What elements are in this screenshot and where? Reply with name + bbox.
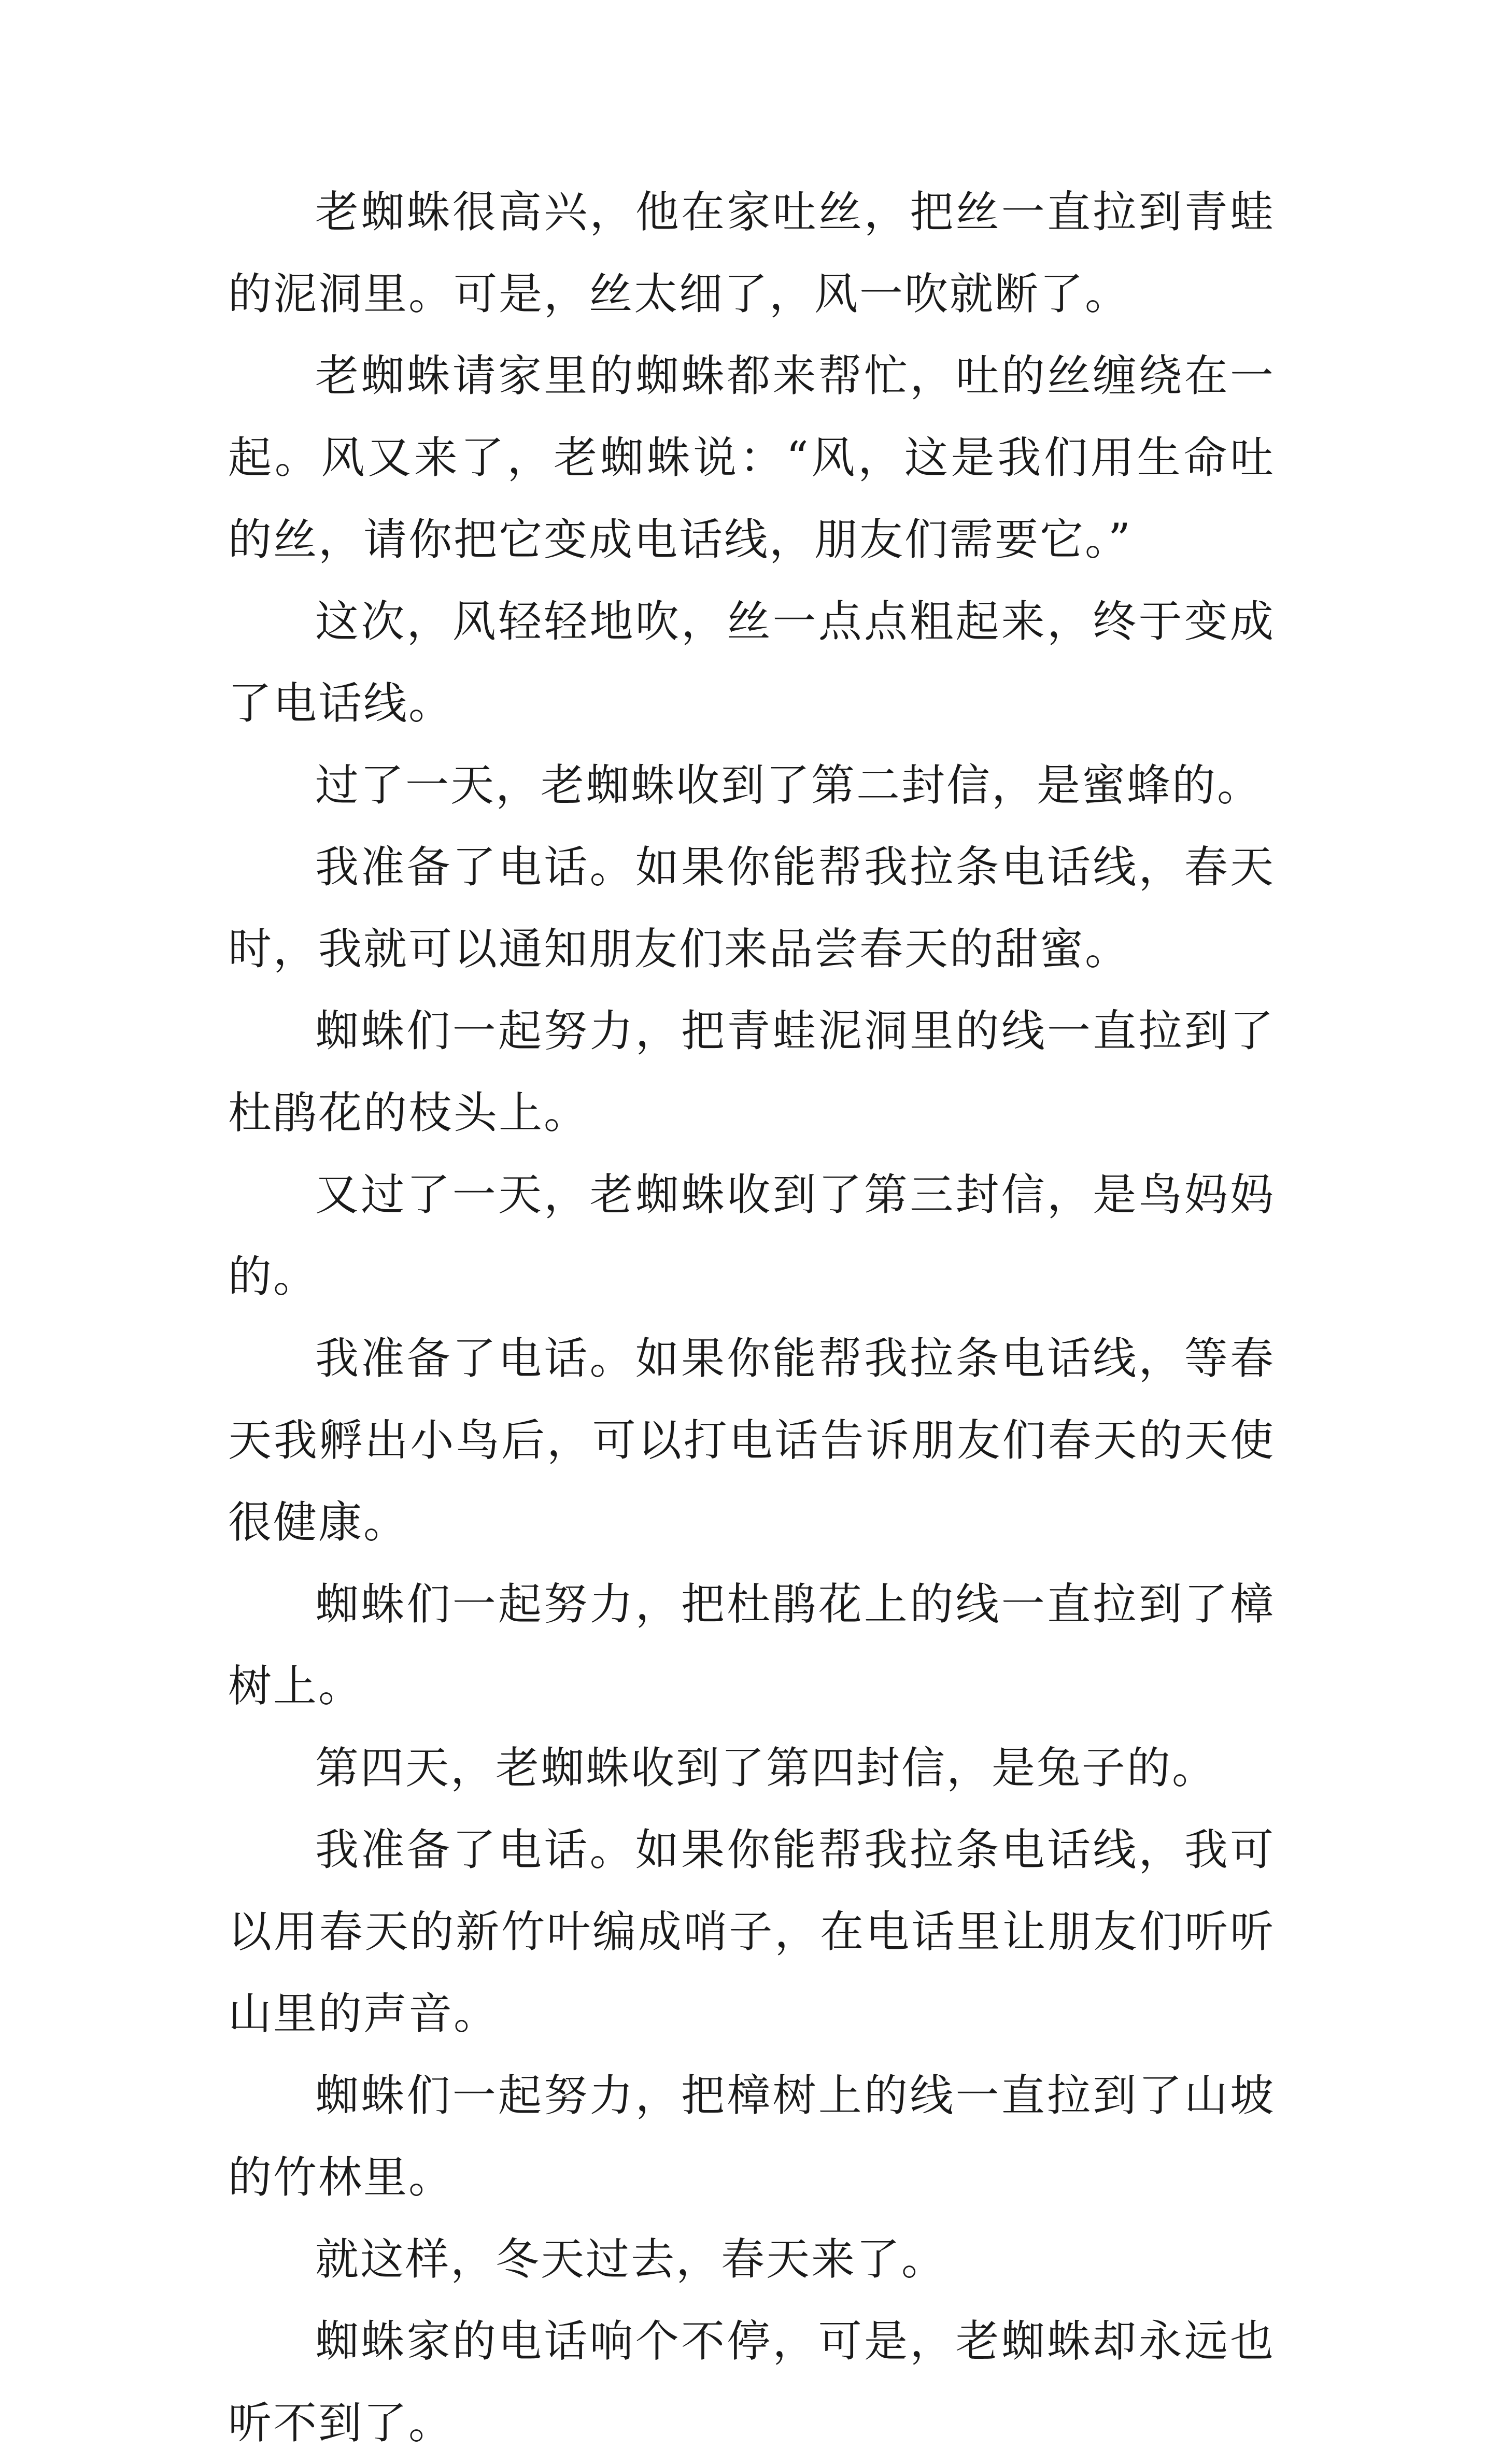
paragraph-11: 我准备了电话。如果你能帮我拉条电话线，我可以用春天的新竹叶编成哨子，在电话里让朋友们听听山里的声音。: [228, 1824, 1275, 2039]
paragraph-9: 蜘蛛们一起努力，把杜鹃花上的线一直拉到了樟树上。: [228, 1579, 1275, 1711]
paragraph-4: 过了一天，老蜘蛛收到了第二封信，是蜜蜂的。: [315, 760, 1263, 811]
paragraph-5: 我准备了电话。如果你能帮我拉条电话线，春天时，我就可以通知朋友们来品尝春天的甜蜜。: [228, 842, 1275, 974]
paragraph-1: 老蜘蛛很高兴，他在家吐丝，把丝一直拉到青蛙的泥洞里。可是，丝太细了，风一吹就断了。: [228, 187, 1275, 319]
paragraph-6: 蜘蛛们一起努力，把青蛙泥洞里的线一直拉到了杜鹃花的枝头上。: [228, 1006, 1275, 1138]
paragraph-14: 蜘蛛家的电话响个不停，可是，老蜘蛛却永远也听不到了。: [228, 2316, 1275, 2448]
paragraph-12: 蜘蛛们一起努力，把樟树上的线一直拉到了山坡的竹林里。: [228, 2070, 1275, 2203]
paragraph-2: 老蜘蛛请家里的蜘蛛都来帮忙，吐的丝缠绕在一起。风又来了，老蜘蛛说：“风，这是我们用生命吐的丝，请你把它变成电话线，朋友们需要它。”: [228, 350, 1275, 565]
story-text: [228, 171, 1275, 2464]
paragraph-3: 这次，风轻轻地吹，丝一点点粗起来，终于变成了电话线。: [228, 596, 1275, 729]
paragraph-10: 第四天，老蜘蛛收到了第四封信，是兔子的。: [315, 1743, 1218, 1793]
paragraph-13: 就这样，冬天过去，春天来了。: [315, 2234, 947, 2285]
paragraph-7: 又过了一天，老蜘蛛收到了第三封信，是鸟妈妈的。: [228, 1169, 1275, 1302]
paragraph-8: 我准备了电话。如果你能帮我拉条电话线，等春天我孵出小鸟后，可以打电话告诉朋友们春天的天使很健康。: [228, 1333, 1275, 1548]
